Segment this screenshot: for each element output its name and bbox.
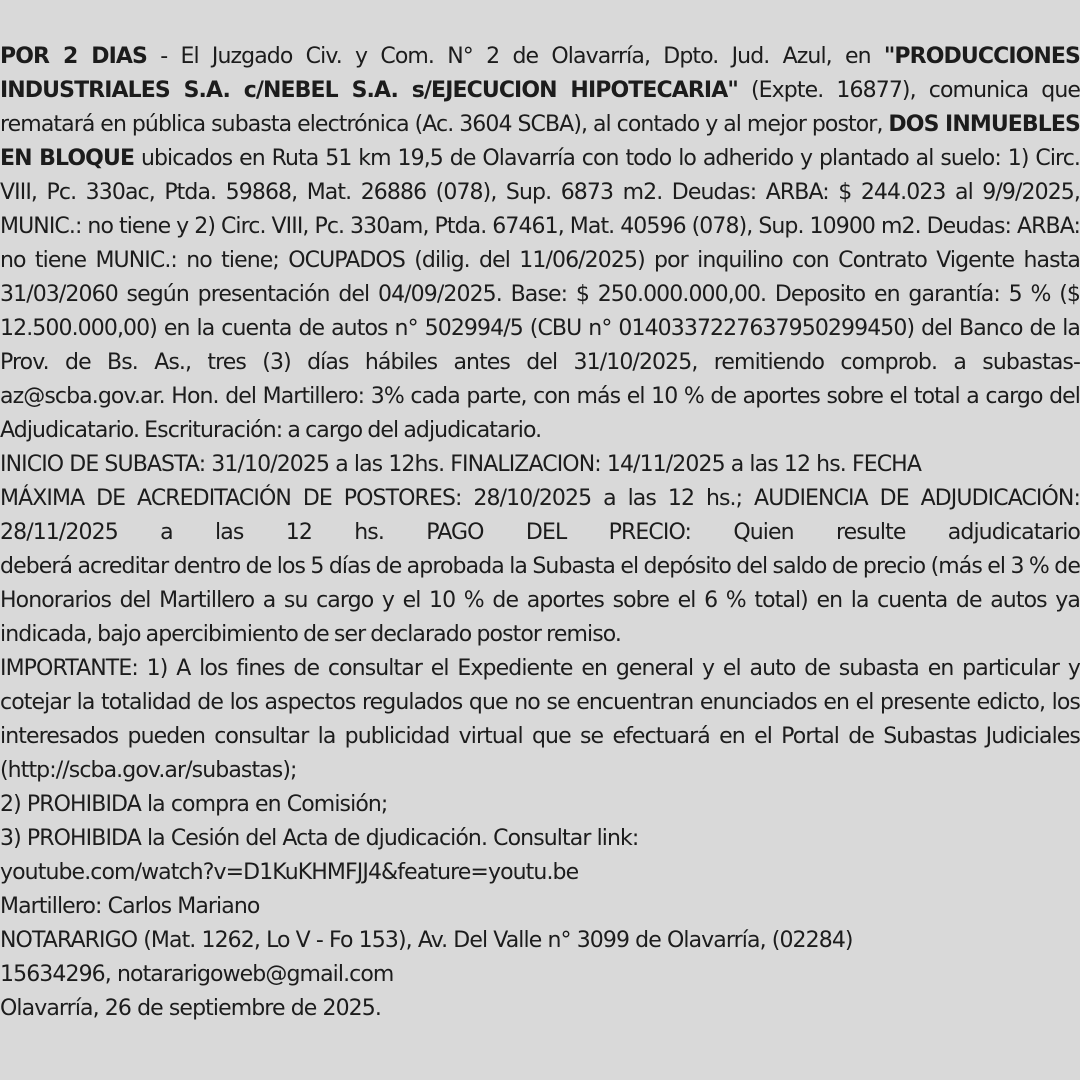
- lots-label: DOS INMUEBLES EN BLOQUE: [0, 112, 1080, 171]
- auctioneer-contact: 15634296, notararigoweb@gmail.com: [0, 962, 394, 987]
- prohibition-cession: 3) PROHIBIDA la Cesión del Acta de djudicación. Consultar link:: [0, 826, 639, 851]
- prohibition-commission: 2) PROHIBIDA la compra en Comisión;: [0, 792, 388, 817]
- auction-text: (Expte. 16877), comunica que rematará en pública subasta electrónica (Ac. 3604 SCBA), al contado y al mejor postor,: [0, 78, 1080, 137]
- court-text: - El Juzgado Civ. y Com. N° 2 de Olavarría, Dpto. Jud. Azul, en: [146, 44, 884, 69]
- edict-document: [0, 40, 1080, 1026]
- days-label: POR 2 DIAS: [0, 44, 147, 69]
- auctioneer-address: NOTARARIGO (Mat. 1262, Lo V - Fo 153), Av. Del Valle n° 3099 de Olavarría, (02284): [0, 928, 853, 953]
- edict-paragraph-main: [0, 40, 1080, 448]
- payment-paragraph: deberá acreditar dentro de los 5 días de aprobada la Subasta el depósito del saldo de precio (más el 3 % de Honorarios del Martillero a su cargo y el 10 % de aportes sobre el 6 % total) en la cuenta de autos ya indicada, bajo apercibimiento de ser declarado postor remiso.: [0, 554, 1080, 647]
- auctioneer-name: Martillero: Carlos Mariano: [0, 894, 260, 919]
- youtube-link: youtube.com/watch?v=D1KuKHMFJJ4&feature=youtu.be: [0, 860, 579, 885]
- edict-date: Olavarría, 26 de septiembre de 2025.: [0, 996, 381, 1021]
- schedule-paragraph: MÁXIMA DE ACREDITACIÓN DE POSTORES: 28/10/2025 a las 12 hs.; AUDIENCIA DE ADJUDICACIÓN: 28/11/2025 a las 12 hs. PAGO DEL PRECIO: Quien resulte adjudicatario: [0, 486, 1080, 545]
- schedule-line: INICIO DE SUBASTA: 31/10/2025 a las 12hs. FINALIZACION: 14/11/2025 a las 12 hs. FECHA: [0, 452, 921, 477]
- case-title: "PRODUCCIONES INDUSTRIALES S.A. c/NEBEL S.A. s/EJECUCION HIPOTECARIA": [0, 44, 1080, 103]
- important-paragraph: IMPORTANTE: 1) A los fines de consultar el Expediente en general y el auto de subasta en particular y cotejar la totalidad de los aspectos regulados que no se encuentran enunciados en el presente edicto, los interesados pueden consultar la publicidad virtual que se efectuará en el Portal de Subastas Judiciales (http://scba.gov.ar/subastas);: [0, 656, 1080, 783]
- property-details: ubicados en Ruta 51 km 19,5 de Olavarría con todo lo adherido y plantado al suelo: 1) Circ. VIII, Pc. 330ac, Ptda. 59868, Mat. 26886 (078), Sup. 6873 m2. Deudas: ARBA: $ 244.023 al 9/9/2025, MUNIC.: no tiene y 2) Circ. VIII, Pc. 330am, Ptda. 67461, Mat. 40596 (078), Sup. 10900 m2. Deudas: ARBA: no tiene MUNIC.: no tiene; OCUPADOS (dilig. del 11/06/2025) por inquilino con Contrato Vigente hasta 31/03/2060 según presentación del 04/09/2025. Base: $ 250.000.000,00. Deposito en garantía: 5 % ($ 12.500.000,00) en la cuenta de autos n° 502994/5 (CBU n° 0140337227637950299450) del Banco de la Prov. de Bs. As., tres (3) días hábiles antes del 31/10/2025, remitiendo comprob. a subastas-az@scba.gov.ar. Hon. del Martillero: 3% cada parte, con más el 10 % de aportes sobre el total a cargo del Adjudicatario. Escrituración: a cargo del adjudicatario.: [0, 146, 1080, 443]
